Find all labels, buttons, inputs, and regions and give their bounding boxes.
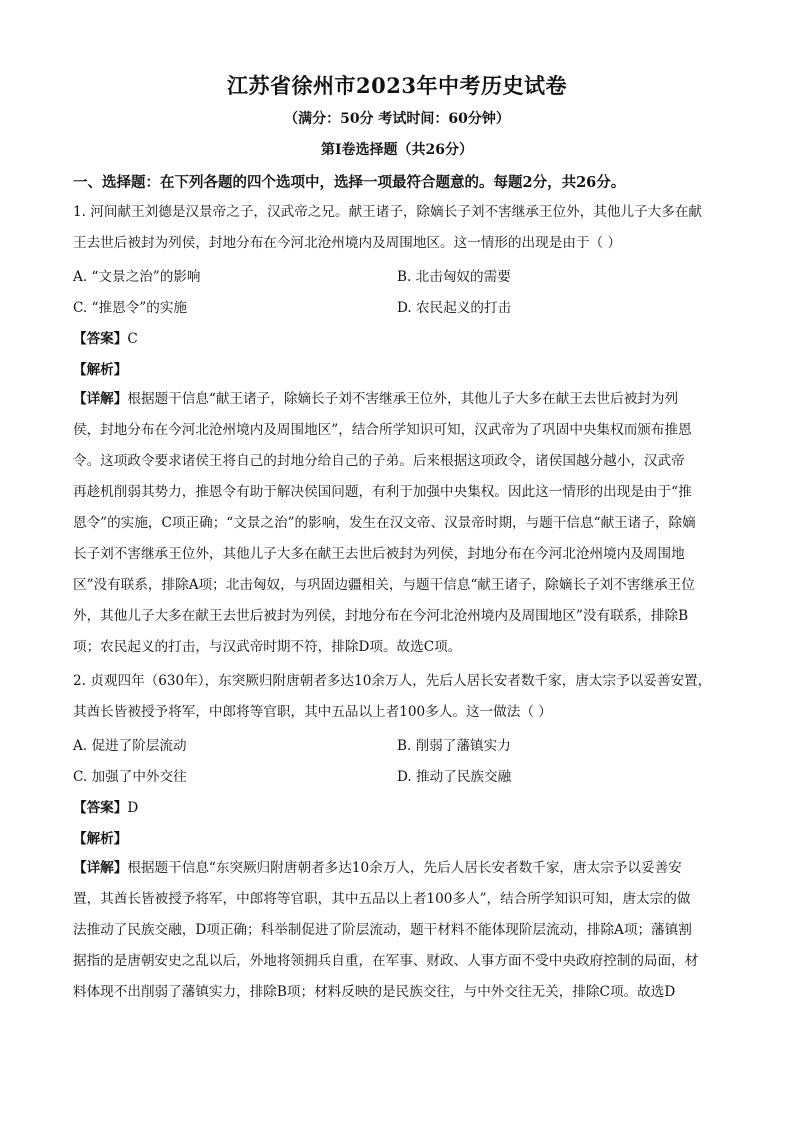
q1-detail-line: 令。这项政令要求诸侯王将自己的封地分给自己的子弟。后来根据这项政令，诸侯国越分越小，汉武帝 [73, 453, 685, 469]
detail-label: 【详解】 [73, 860, 128, 876]
answer-label: 【答案】 [73, 331, 128, 347]
q2-detail-line: 据指的是唐朝安史之乱以后，外地将领拥兵自重，在军事、财政、人事方面不受中央政府控制的局面，材 [73, 953, 699, 969]
section-heading: 第Ⅰ卷选择题（共26分） [320, 142, 474, 158]
q1-detail-line: 外，其他儿子大多在献王去世后被封为列侯，封地分布在今河北沧州境内及周围地区”没有联系，排除B [73, 608, 689, 624]
q2-detail-line: 法推动了民族交融，D项正确；科举制促进了阶层流动，题干材料不能体现阶层流动，排除A项；藩镇割 [73, 922, 692, 938]
q2-option-b: B. 削弱了藩镇实力 [397, 738, 511, 754]
q1-stem-line: 王去世后被封为列侯，封地分布在今河北沧州境内及周围地区。这一情形的出现是由于（ ） [73, 235, 622, 251]
q1-detail-line: 长子刘不害继承王位外，其他儿子大多在献王去世后被封为列侯，封地分布在今河北沧州境内及周围地 [73, 546, 685, 562]
q1-option-c: C. “推恩令”的实施 [73, 300, 188, 316]
detail-label: 【详解】 [73, 391, 128, 407]
q2-answer [73, 796, 138, 816]
q2-stem-line: 其酋长皆被授予将军，中郎将等官职，其中五品以上者100多人。这一做法（ ） [73, 704, 552, 720]
q1-option-d: D. 农民起义的打击 [397, 300, 512, 316]
instructions: 一、选择题：在下列各题的四个选项中，选择一项最符合题意的。每题2分，共26分。 [73, 174, 626, 191]
exam-info: （满分：50分 考试时间：60分钟） [284, 111, 510, 127]
answer-value: C [127, 331, 138, 347]
q2-stem-line: 2. 贞观四年（630年），东突厥归附唐朝者多达10余万人，先后人居长安者数千家，唐太宗予以妥善安置， [73, 673, 712, 689]
q2-detail-line: 料体现不出削弱了藩镇实力，排除B项；材料反映的是民族交往，与中外交往无关，排除C项。故选D [73, 984, 676, 1000]
q1-detail-line: 区”没有联系，排除A项；北击匈奴，与巩固边疆相关，与题干信息“献王诸子，除嫡长子刘不害继承王位 [73, 577, 695, 593]
q1-detail-line: 【详解】根据题干信息“献王诸子，除嫡长子刘不害继承王位外，其他儿子大多在献王去世后被封为列 [73, 391, 679, 407]
q1-detail-line: 项；农民起义的打击，与汉武帝时期不符，排除D项。故选C项。 [73, 639, 462, 655]
q2-detail-line: 【详解】根据题干信息“东突厥归附唐朝者多达10余万人，先后人居长安者数千家，唐太宗予以妥善安 [73, 860, 682, 876]
q1-detail-line: 再趁机削弱其势力，推恩令有助于解决侯国问题，有利于加强中央集权。因此这一情形的出现是由于“推 [73, 484, 692, 500]
q2-analysis-label: 【解析】 [73, 831, 128, 847]
q1-answer [73, 327, 138, 347]
q1-detail-line: 侯，封地分布在今河北沧州境内及周围地区”，结合所学知识可知，汉武帝为了巩固中央集权而颁布推恩 [73, 422, 692, 438]
page-title: 江苏省徐州市2023年中考历史试卷 [227, 73, 567, 98]
q1-detail-line: 恩令”的实施，C项正确；“文景之治”的影响，发生在汉文帝、汉景帝时期，与题干信息“献王诸子，除嫡 [73, 515, 696, 531]
q2-option-a: A. 促进了阶层流动 [73, 738, 187, 754]
q1-option-b: B. 北击匈奴的需要 [397, 269, 511, 285]
q1-stem-line: 1. 河间献王刘德是汉景帝之子，汉武帝之兄。献王诸子，除嫡长子刘不害继承王位外，其他儿子大多在献 [73, 204, 703, 220]
q1-analysis-label: 【解析】 [73, 362, 128, 378]
answer-value: D [127, 800, 139, 816]
q2-option-c: C. 加强了中外交往 [73, 769, 187, 785]
answer-label: 【答案】 [73, 800, 128, 816]
q2-detail-line: 置，其酋长皆被授予将军，中郎将等官职，其中五品以上者100多人”，结合所学知识可知，唐太宗的做 [73, 891, 691, 907]
q2-option-d: D. 推动了民族交融 [397, 769, 512, 785]
q1-option-a: A. “文景之治”的影响 [73, 269, 201, 285]
